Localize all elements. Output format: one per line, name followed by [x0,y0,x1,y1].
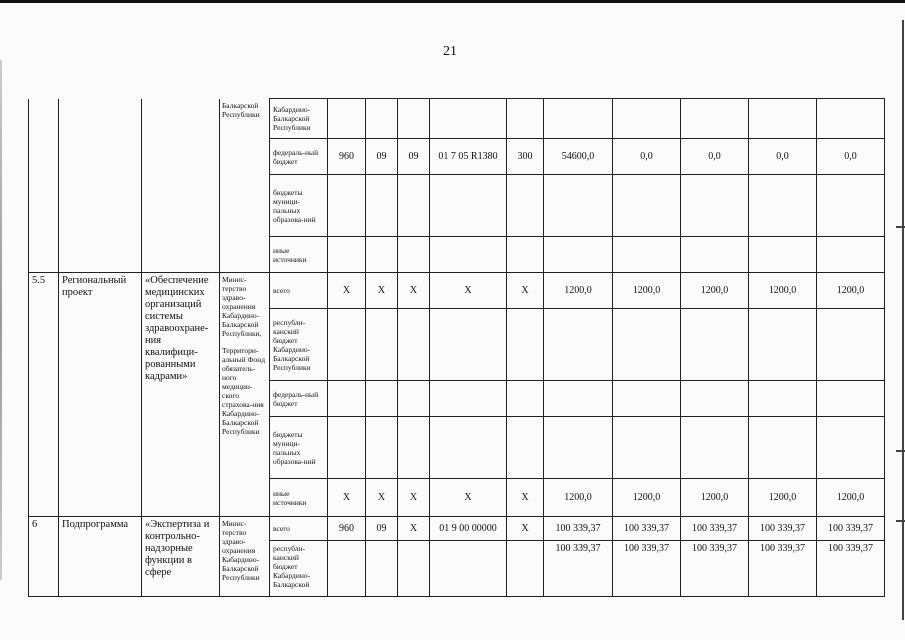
source-label: Кабардино-Балкарской Республики [270,99,328,139]
table-row [29,517,885,541]
executor-fund: Территори-альный Фонд обязатель-ного медицин-ского страхова-ния Кабардино-Балкарской Республики [222,346,266,436]
value-cell: 100 339,37 [749,541,817,597]
source-label: бюджеты муници-пальных образова-ний [270,417,328,479]
value-cell: 100 339,37 [544,517,613,541]
scan-edge-mark [896,450,905,452]
value-cell: 09 [398,139,430,175]
cell-executor: Балкарской Республики [220,99,270,273]
value-cell: 100 339,37 [749,517,817,541]
value-cell: 1200,0 [544,273,613,309]
value-cell: 100 339,37 [681,517,749,541]
value-cell: 54600,0 [544,139,613,175]
value-cell: X [398,517,430,541]
value-cell: X [430,273,507,309]
value-cell: 1200,0 [817,479,885,517]
value-cell: X [430,479,507,517]
value-cell: X [507,479,544,517]
executor-ministry: Минис-терство здраво-охранения Кабардино-Балкарской Республики, [222,275,262,338]
value-cell: 1200,0 [613,479,681,517]
value-cell: 100 339,37 [681,541,749,597]
value-cell: 100 339,37 [613,517,681,541]
value-cell: 01 7 05 R1380 [430,139,507,175]
value-cell: 100 339,37 [613,541,681,597]
row-number: 6 [29,517,59,597]
value-cell: 0,0 [613,139,681,175]
value-cell: 300 [507,139,544,175]
value-cell: 100 339,37 [544,541,613,597]
value-cell: 0,0 [681,139,749,175]
value-cell: 1200,0 [817,273,885,309]
value-cell: X [398,273,430,309]
scan-edge-mark [896,520,905,522]
table-row [29,273,885,309]
row-type: Подпрограмма [59,517,142,597]
scan-right-edge [902,20,904,620]
row-executor [220,273,270,517]
table-row [29,99,885,139]
cell-num [29,99,59,273]
value-cell: 100 339,37 [817,541,885,597]
row-type: Региональный проект [59,273,142,517]
source-label: федераль-ный бюджет [270,381,328,417]
source-label: бюджеты муници-пальных образова-ний [270,175,328,237]
value-cell: 01 9 00 00000 [430,517,507,541]
value-cell: X [366,273,398,309]
value-cell: 09 [366,517,398,541]
source-label: иные источники [270,237,328,273]
value-cell: X [398,479,430,517]
cell-type [59,99,142,273]
value-cell: 1200,0 [681,479,749,517]
budget-program-table [28,98,885,597]
value-cell: 960 [328,517,366,541]
value-cell: 1200,0 [544,479,613,517]
row-number: 5.5 [29,273,59,517]
value-cell: 0,0 [817,139,885,175]
scan-edge-mark [896,226,905,228]
value-cell: 1200,0 [749,273,817,309]
row-name: «Экспертиза и контрольно-надзорные функции в сфере [142,517,220,597]
value-cell: 09 [366,139,398,175]
value-cell: X [328,479,366,517]
value-cell: X [507,273,544,309]
row-executor: Минис-терство здраво-охранения Кабардино-Балкарской Республики [220,517,270,597]
source-label: республи-канский бюджет Кабардино-Балкарской Республики [270,309,328,381]
value-cell: 1200,0 [681,273,749,309]
value-cell: 100 339,37 [817,517,885,541]
value-cell: 960 [328,139,366,175]
value-cell: 1200,0 [613,273,681,309]
row-name: «Обеспечение медицинских организаций системы здравоохране-ния квалифици-рованными кадрами» [142,273,220,517]
page-top-border [0,0,905,3]
source-label: всего [270,273,328,309]
source-label: федераль-ный бюджет [270,139,328,175]
value-cell: 0,0 [749,139,817,175]
cell-name [142,99,220,273]
value-cell: 1200,0 [749,479,817,517]
page-number: 21 [443,44,457,59]
value-cell: X [328,273,366,309]
scan-left-edge [0,60,2,580]
source-label: иные источники [270,479,328,517]
source-label: республи-канский бюджет Кабардино-Балкарской [270,541,328,597]
value-cell: X [366,479,398,517]
value-cell: X [507,517,544,541]
source-label: всего [270,517,328,541]
